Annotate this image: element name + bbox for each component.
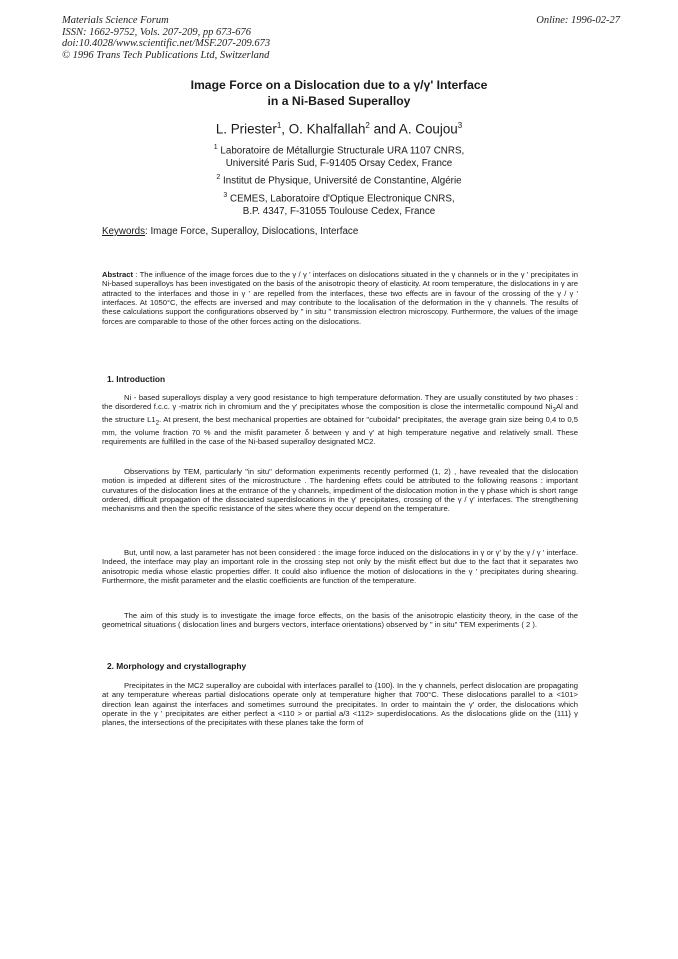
- title-line-2: in a Ni-Based Superalloy: [267, 93, 411, 108]
- affiliation-3: [100, 189, 578, 218]
- affiliation-3-line-2: B.P. 4347, F-31055 Toulouse Cedex, France: [242, 206, 436, 218]
- section-1-paragraph-2: [102, 467, 578, 514]
- section-2-heading: 2. Morphology and crystallography: [107, 661, 247, 671]
- keywords: [102, 226, 358, 237]
- section-1-paragraph-3: [102, 548, 578, 585]
- abstract: [102, 270, 578, 326]
- affiliation-1-line-2: Université Paris Sud, F-91405 Orsay Cedex, France: [225, 158, 453, 170]
- section-1-paragraph-4: [102, 611, 578, 630]
- section-1-heading: 1. Introduction: [107, 374, 166, 384]
- abstract-label: Abstract: [102, 270, 133, 279]
- affiliation-2-line-1: Institut de Physique, Université de Constantine, Algérie: [223, 175, 462, 187]
- author-2: O. Khalfallah: [288, 121, 366, 137]
- author-list: [100, 118, 578, 137]
- affiliation-3-line-1: CEMES, Laboratoire d'Optique Electronique CNRS,: [230, 193, 455, 205]
- publication-metadata: [62, 15, 270, 61]
- affiliation-3-number: 3: [223, 192, 228, 199]
- copyright-line: © 1996 Trans Tech Publications Ltd, Switzerland: [62, 49, 270, 61]
- section-2-paragraph-1: [102, 681, 578, 728]
- intro-text-c: . At present, the best mechanical properties are obtained for "cuboidal" precipitates, the average grain size being 0,4 to 0,5 mm, the volume fraction 70 % and the misfit parameter δ between γ and γ' at high temperature negative and relatively small. These requirements are fulfilled in the case of the Ni-based superalloy designated MC2.: [102, 415, 579, 447]
- intro-text-a: Ni - based superalloys display a very good resistance to high temperature deformation. They are usually constituted by two phases : the disordered f.c.c. γ -matrix rich in chromium and the γ' precipitates whose the composition is close the intermetallic compound Ni: [102, 393, 578, 412]
- intro-paragraph-2-text: Observations by TEM, particularly "in situ" deformation experiments recently performed (1, 2) , have revealed that the dislocation motion is impeded at different sites of the microstructure . The hardening effets could be attributed to the following reasons : important curvatures of the dislocation lines at the entrance of the γ channels, impediment of the dislocation motion in the γ phase which is short range ordered, difficult propagation of the dissociated superdislocations in the γ' precipitates, crossing of the γ / γ' interfaces. The strengthening mechanisms and then the specific resistance of the sites where they occur depend on the temperature.: [102, 467, 578, 514]
- author-3-affil-mark: 3: [457, 121, 463, 130]
- keywords-text: : Image Force, Superalloy, Dislocations, Interface: [145, 226, 359, 237]
- intro-subscript-1: 3: [552, 406, 556, 414]
- affiliation-1-number: 1: [213, 144, 218, 151]
- morphology-paragraph-text: Precipitates in the MC2 superalloy are cuboidal with interfaces parallel to {100}. In the γ channels, perfect dislocation are propagating at any temperature whereas partial dislocations operate only at temperature higher that 700°C. These dislocations parallel to a <101> direction lean against the interfaces and sometimes surround the precipitates. In order to maintain the γ' order, the dislocations which operate in the γ ' precipitates are either perfect a <110 > or partial a/3 <112> superdislocations. As the dislocations glide on the {111} γ planes, the intersections of the precipitates with these planes take the form of: [102, 681, 578, 728]
- title-line-1: Image Force on a Dislocation due to a γ/γ' Interface: [190, 78, 488, 92]
- intro-subscript-2: 2: [155, 419, 160, 427]
- affiliation-1: [100, 141, 578, 170]
- intro-text-b: Al and the structure L1: [102, 402, 578, 425]
- keywords-label: Keywords: [102, 226, 146, 237]
- section-1-paragraph-1: [102, 393, 578, 447]
- author-1: L. Priester: [215, 121, 277, 137]
- author-separator: ,: [281, 121, 289, 137]
- journal-name: Materials Science Forum: [62, 15, 169, 26]
- online-date: Online: 1996-02-27: [536, 15, 620, 26]
- affiliation-1-line-1: Laboratoire de Métallurgie Structurale URA 1107 CNRS,: [220, 145, 465, 157]
- affiliation-2-number: 2: [216, 174, 221, 181]
- intro-paragraph-3-text: But, until now, a last parameter has not been considered : the image force induced on the dislocations in γ or γ' by the γ / γ ' interface. Indeed, the interface may play an important role in the crossing step not only by the misfit effect but due to the fact that it separates two anisotropic media whose elastic properties differ. It could also influence the motion of dislocations in the γ ' precipitates during shearing. Furthermore, the misfit parameter and the elastic coefficients are function of the temperature.: [102, 548, 578, 586]
- author-3: A. Coujou: [398, 121, 458, 137]
- paper-title: [100, 78, 578, 109]
- issn-line: ISSN: 1662-9752, Vols. 207-209, pp 673-676: [62, 26, 251, 38]
- doi-line: doi:10.4028/www.scientific.net/MSF.207-209.673: [62, 38, 271, 50]
- author-separator: and: [369, 121, 399, 137]
- intro-paragraph-4-text: The aim of this study is to investigate the image force effects, on the basis of the anisotropic elasticity theory, in the case of the geometrical situations ( dislocation lines and burgers vectors, interface orientations) observed by " in situ" TEM experiments ( 2 ).: [102, 611, 578, 630]
- author-2-affil-mark: 2: [365, 121, 370, 130]
- affiliation-2: [100, 171, 578, 187]
- abstract-text: : The influence of the image forces due to the γ / γ ' interfaces on dislocations situated in the γ channels or in the γ ' precipitates in Ni-based superalloys has been investigated on the basis of the anisotropic theory of elasticity. At room temperature, the dislocations in γ are attracted to the interfaces and those in γ ' are repelled from the interfaces, these two effects are in favour of the crossing of the γ / γ ' interfaces. At 1050°C, the effects are inversed and may contribute to the localisation of the deformation in the γ channels. The results of these calculations support the configurations observed by " in situ " transmission electron microscopy. Furthermore, the values of the image forces are comparable to those of the other forces acting on the dislocations.: [102, 270, 578, 326]
- author-1-affil-mark: 1: [276, 121, 282, 130]
